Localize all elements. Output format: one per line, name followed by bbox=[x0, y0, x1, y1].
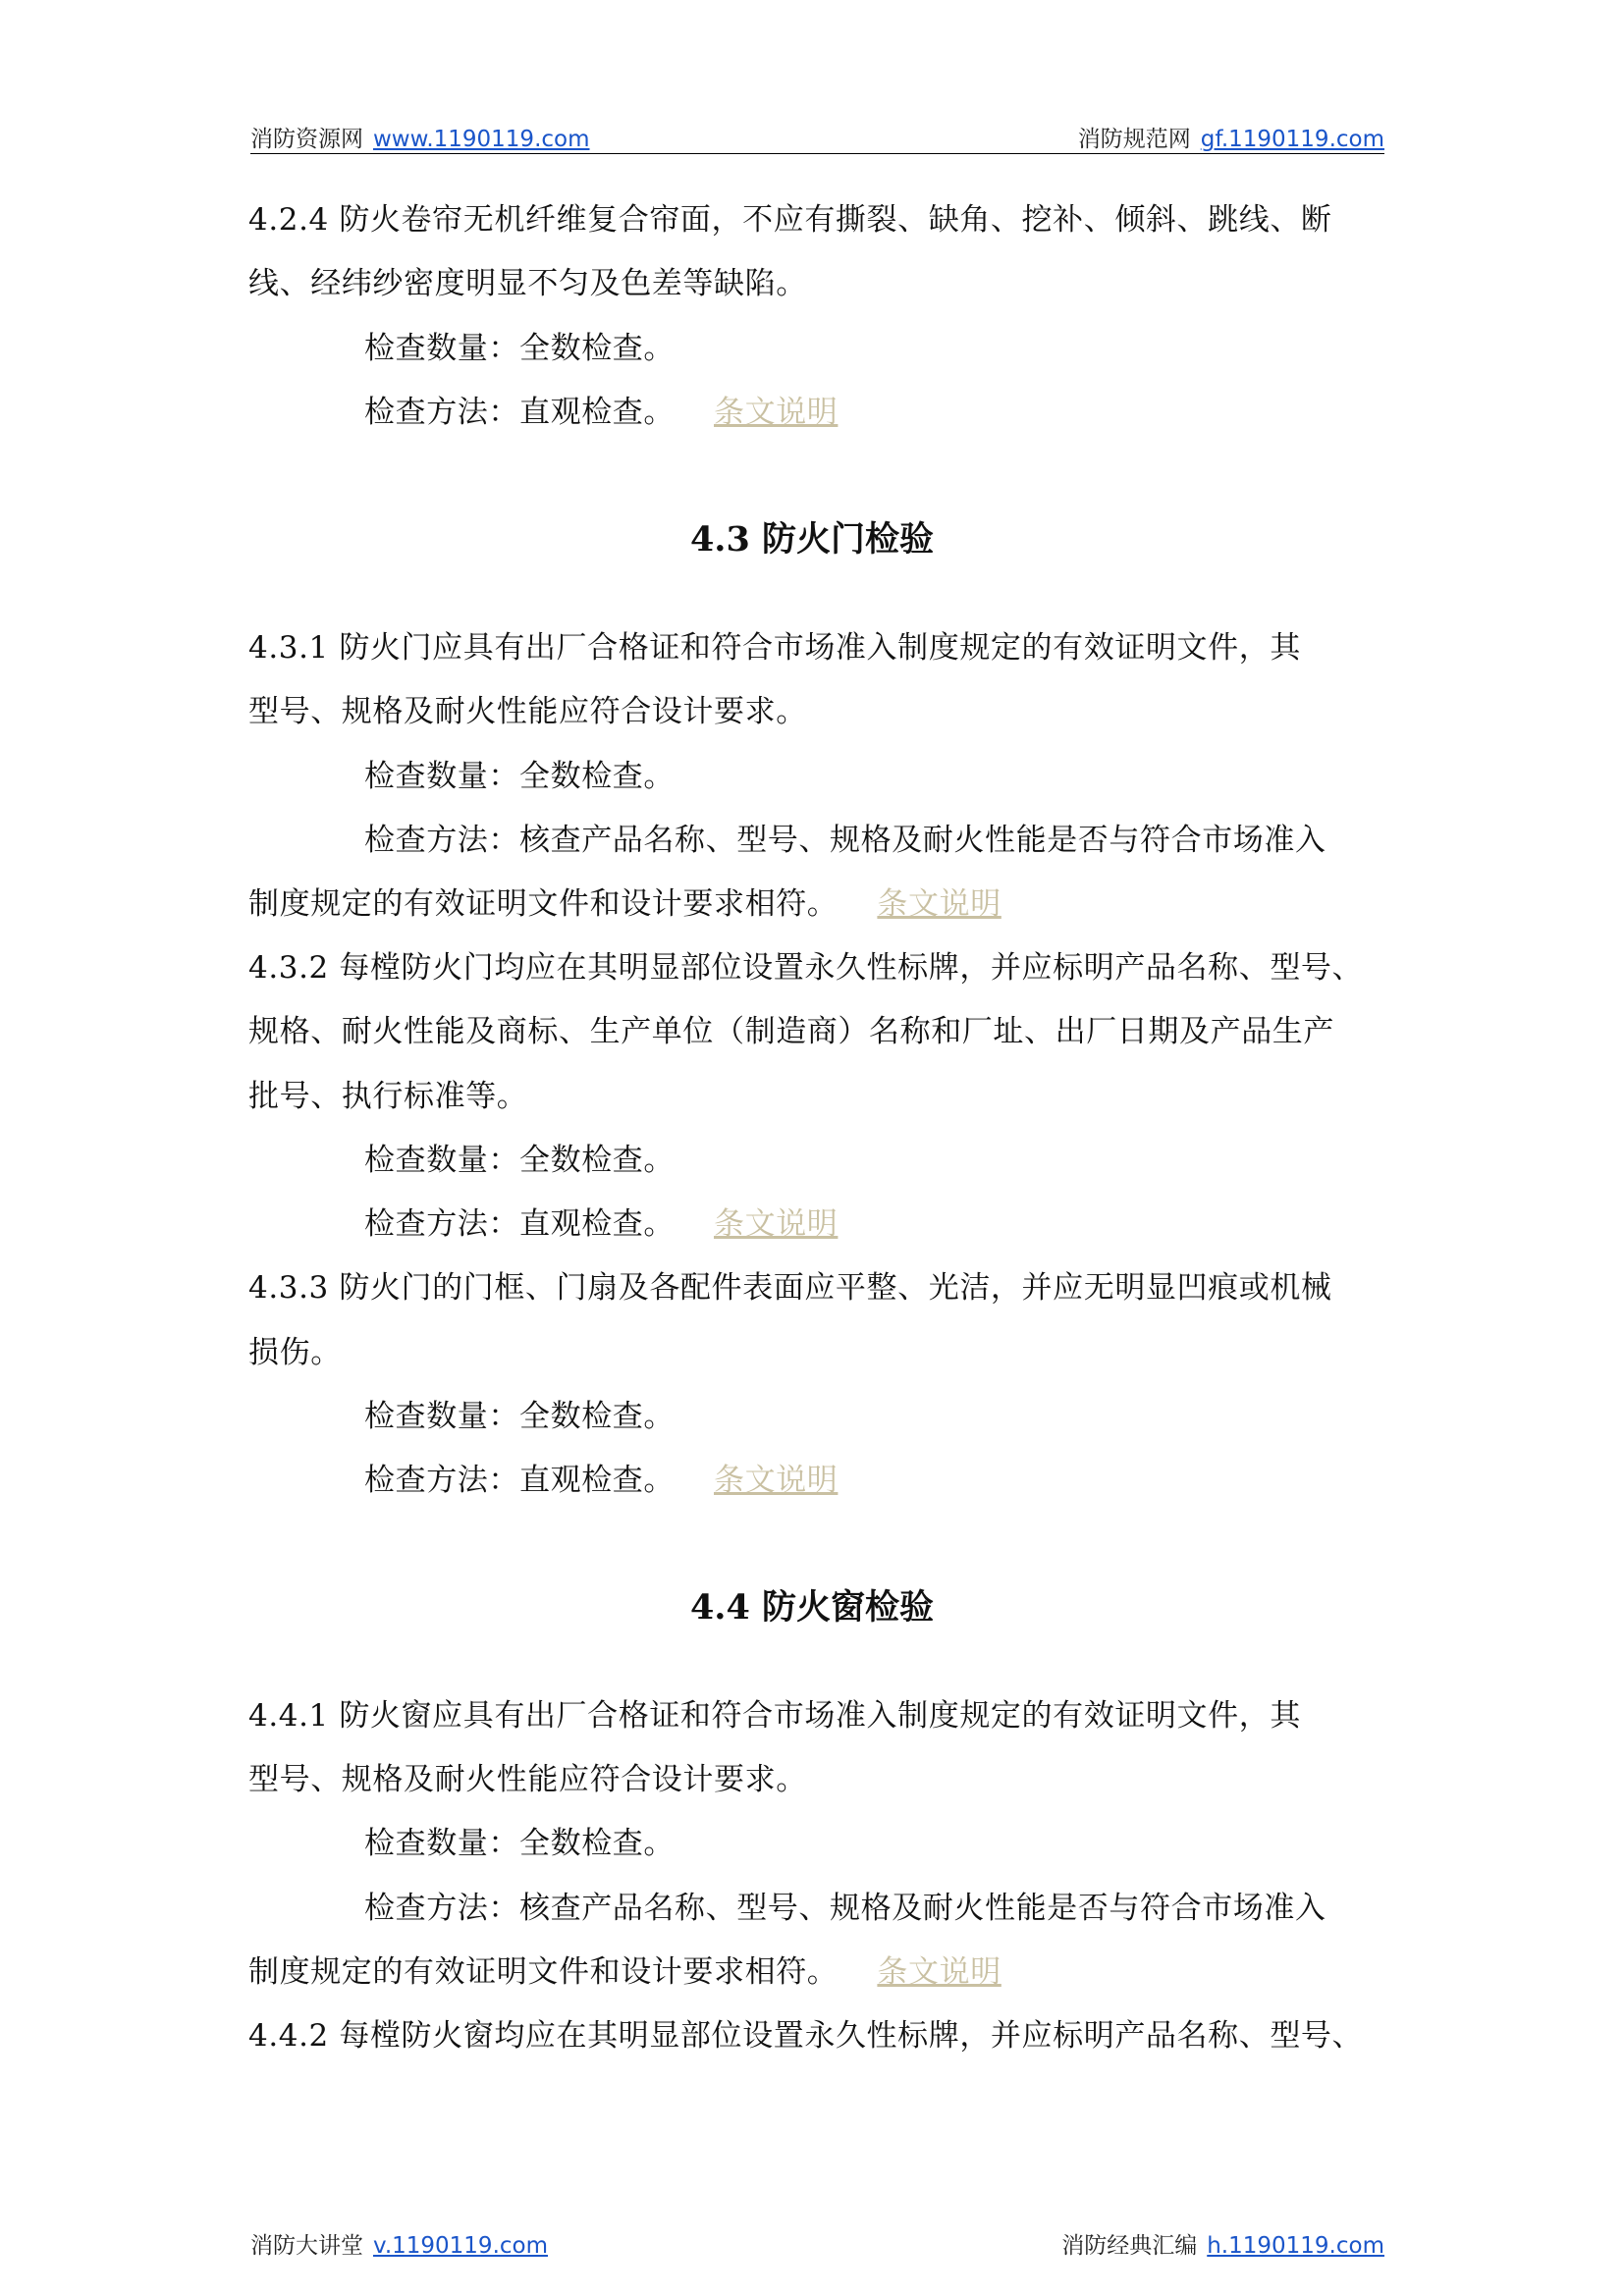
clause-explanation-link[interactable]: 条文说明 bbox=[714, 395, 839, 430]
clause-4-4-1-quantity: 检查数量：全数检查。 bbox=[364, 1826, 675, 1861]
clause-4-3-2-line-3: 批号、执行标准等。 bbox=[248, 1079, 528, 1114]
clause-4-3-3-method-line bbox=[364, 1461, 1503, 1500]
page-footer bbox=[250, 2226, 1384, 2260]
clause-4-4-1-method-tail: 制度规定的有效证明文件和设计要求相符。 bbox=[248, 1954, 839, 1990]
header-left-link[interactable]: www.1190119.com bbox=[373, 127, 590, 152]
header-left-site: 消防资源网 bbox=[250, 127, 363, 152]
clause-explanation-link[interactable]: 条文说明 bbox=[877, 886, 1001, 922]
footer-left-site: 消防大讲堂 bbox=[250, 2233, 363, 2259]
header-right-link[interactable]: gf.1190119.com bbox=[1200, 127, 1384, 152]
header-right-site: 消防规范网 bbox=[1077, 127, 1191, 152]
clause-4-4-2-line-1: 4.4.2 每樘防火窗均应在其明显部位设置永久性标牌，并应标明产品名称、型号、 bbox=[248, 2018, 1364, 2054]
clause-4-3-3-method: 检查方法：直观检查。 bbox=[364, 1463, 675, 1498]
clause-4-3-1-method-line-2 bbox=[248, 884, 1387, 924]
clause-explanation-link[interactable]: 条文说明 bbox=[877, 1954, 1001, 1990]
clause-4-4-1-line-1: 4.4.1 防火窗应具有出厂合格证和符合市场准入制度规定的有效证明文件，其 bbox=[248, 1698, 1301, 1734]
section-4-3-title: 4.3 防火门检验 bbox=[689, 519, 935, 560]
clause-4-2-4-method-line bbox=[364, 393, 1503, 432]
clause-4-3-2-method: 检查方法：直观检查。 bbox=[364, 1206, 675, 1242]
clause-4-2-4-quantity: 检查数量：全数检查。 bbox=[364, 331, 675, 366]
footer-left bbox=[250, 2227, 548, 2260]
clause-4-3-3-quantity: 检查数量：全数检查。 bbox=[364, 1399, 675, 1434]
clause-4-2-4-method: 检查方法：直观检查。 bbox=[364, 395, 675, 430]
page-header bbox=[250, 120, 1384, 154]
clause-4-2-4-line-2: 线、经纬纱密度明显不匀及色差等缺陷。 bbox=[248, 266, 807, 301]
clause-4-3-1-method-tail: 制度规定的有效证明文件和设计要求相符。 bbox=[248, 886, 839, 922]
section-4-4-title: 4.4 防火窗检验 bbox=[689, 1587, 935, 1628]
clause-4-4-1-line-2: 型号、规格及耐火性能应符合设计要求。 bbox=[248, 1762, 807, 1797]
clause-4-3-1-method-line-1: 检查方法：核查产品名称、型号、规格及耐火性能是否与符合市场准入 bbox=[364, 823, 1326, 858]
clause-4-3-3-line-2: 损伤。 bbox=[248, 1335, 342, 1370]
clause-4-3-2-method-line bbox=[364, 1204, 1503, 1244]
footer-left-link[interactable]: v.1190119.com bbox=[373, 2233, 549, 2259]
clause-explanation-link[interactable]: 条文说明 bbox=[714, 1463, 839, 1498]
clause-4-2-4-line-1: 4.2.4 防火卷帘无机纤维复合帘面，不应有撕裂、缺角、挖补、倾斜、跳线、断 bbox=[248, 202, 1332, 238]
clause-4-4-1-method-line-1: 检查方法：核查产品名称、型号、规格及耐火性能是否与符合市场准入 bbox=[364, 1891, 1326, 1926]
header-right bbox=[1078, 121, 1384, 153]
clause-4-3-1-line-2: 型号、规格及耐火性能应符合设计要求。 bbox=[248, 694, 807, 729]
clause-4-4-1-method-line-2 bbox=[248, 1952, 1387, 1992]
clause-4-3-1-line-1: 4.3.1 防火门应具有出厂合格证和符合市场准入制度规定的有效证明文件，其 bbox=[248, 630, 1301, 666]
clause-4-3-2-quantity: 检查数量：全数检查。 bbox=[364, 1143, 675, 1178]
clause-4-3-2-line-1: 4.3.2 每樘防火门均应在其明显部位设置永久性标牌，并应标明产品名称、型号、 bbox=[248, 950, 1364, 986]
clause-4-3-2-line-2: 规格、耐火性能及商标、生产单位（制造商）名称和厂址、出厂日期及产品生产 bbox=[248, 1014, 1334, 1049]
header-left bbox=[250, 121, 590, 153]
footer-right-site: 消防经典汇编 bbox=[1061, 2233, 1198, 2259]
footer-right-link[interactable]: h.1190119.com bbox=[1207, 2233, 1384, 2259]
footer-right bbox=[1061, 2227, 1384, 2260]
clause-4-3-3-line-1: 4.3.3 防火门的门框、门扇及各配件表面应平整、光洁，并应无明显凹痕或机械 bbox=[248, 1270, 1332, 1306]
clause-explanation-link[interactable]: 条文说明 bbox=[714, 1206, 839, 1242]
clause-4-3-1-quantity: 检查数量：全数检查。 bbox=[364, 759, 675, 794]
